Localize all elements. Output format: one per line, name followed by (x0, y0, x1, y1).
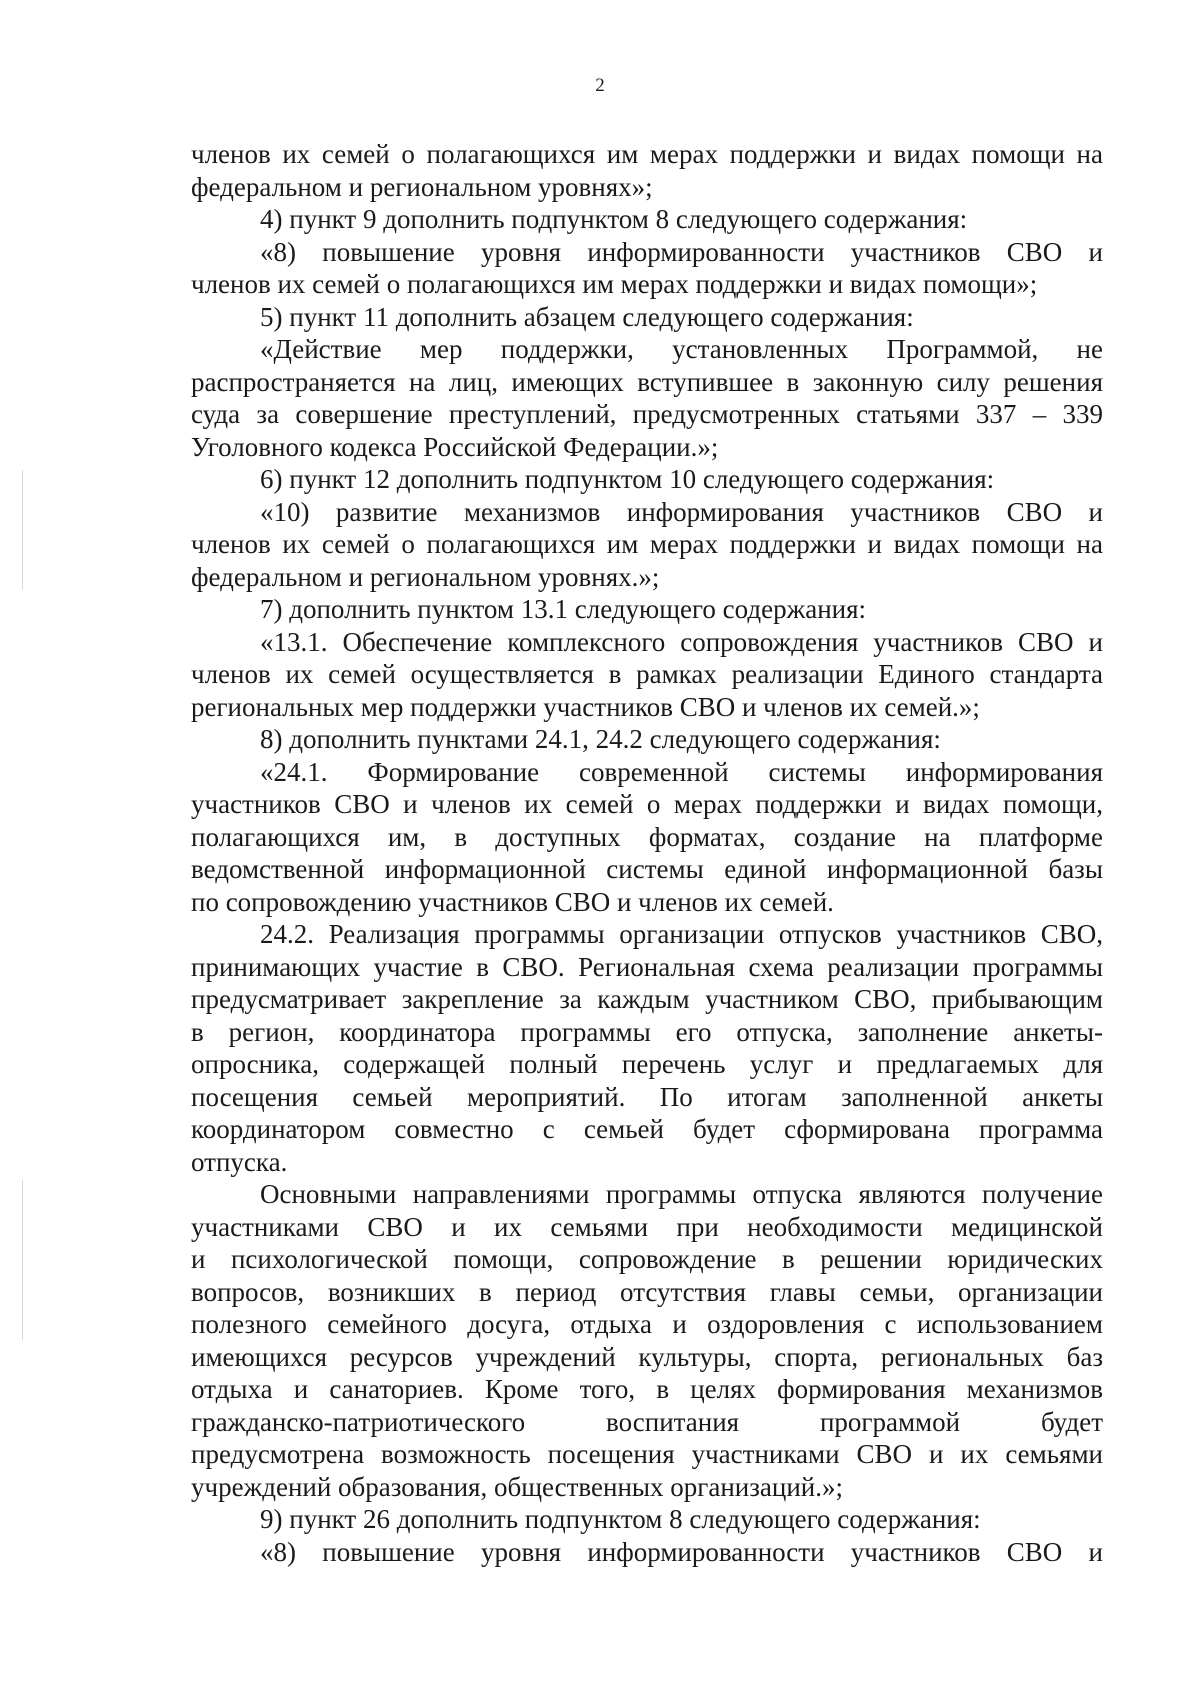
page-number: 2 (595, 75, 605, 96)
text-line: учреждений образования, общественных организаций.»; (191, 1471, 843, 1502)
text-line: координатором совместно с семьей будет сформирована программа (191, 1114, 1103, 1144)
text-line: гражданско-патриотического воспитания программой будет (191, 1406, 1103, 1437)
text-line: региональных мер поддержки участников СВО и членов их семей.»; (191, 691, 980, 722)
text-line: 24.2. Реализация программы организации отпусков участников СВО, (260, 919, 1103, 949)
text-line: полезного семейного досуга, отдыха и оздоровления с использованием (191, 1309, 1103, 1339)
text-line: вопросов, возникших в период отсутствия главы семьи, организации (191, 1276, 1103, 1307)
text-line: 6) пункт 12 дополнить подпунктом 10 следующего содержания: (260, 464, 995, 494)
text-line: предусмотрена возможность посещения участниками СВО и их семьями (191, 1439, 1103, 1469)
text-line: в регион, координатора программы его отпуска, заполнение анкеты- (191, 1016, 1103, 1047)
text-line: предусматривает закрепление за каждым участником СВО, прибывающим (191, 984, 1103, 1014)
document-body (191, 138, 1103, 1568)
text-line: участниками СВО и их семьями при необходимости медицинской (191, 1211, 1103, 1242)
text-line: и психологической помощи, сопровождение в решении юридических (191, 1244, 1103, 1274)
scan-edge-mark (22, 1180, 23, 1340)
text-line: принимающих участие в СВО. Региональная схема реализации программы (191, 951, 1103, 982)
text-line: членов их семей о полагающихся им мерах поддержки и видах помощи на (191, 529, 1103, 559)
text-line: Основными направлениями программы отпуска являются получение (260, 1179, 1103, 1209)
scan-edge-mark (22, 470, 23, 590)
text-line: по сопровождению участников СВО и членов их семей. (191, 886, 834, 917)
text-line: членов их семей осуществляется в рамках реализации Единого стандарта (191, 659, 1103, 689)
text-line: участников СВО и членов их семей о мерах поддержки и видах помощи, (191, 789, 1103, 819)
text-line: 8) дополнить пунктами 24.1, 24.2 следующего содержания: (260, 724, 941, 754)
text-line: 7) дополнить пунктом 13.1 следующего содержания: (260, 594, 867, 624)
text-line: распространяется на лиц, имеющих вступившее в законную силу решения (191, 366, 1103, 397)
text-line: отпуска. (191, 1146, 288, 1177)
text-line: имеющихся ресурсов учреждений культуры, спорта, региональных баз (191, 1341, 1103, 1372)
text-line: федеральном и региональном уровнях.»; (191, 561, 660, 592)
text-line: «8) повышение уровня информированности участников СВО и (260, 1536, 1103, 1567)
text-line: «8) повышение уровня информированности участников СВО и (260, 236, 1103, 267)
text-line: 4) пункт 9 дополнить подпунктом 8 следующего содержания: (260, 204, 968, 234)
text-line: посещения семьей мероприятий. По итогам заполненной анкеты (191, 1081, 1103, 1112)
text-line: отдыха и санаториев. Кроме того, в целях формирования механизмов (191, 1374, 1103, 1404)
text-line: «24.1. Формирование современной системы информирования (260, 756, 1103, 787)
text-line: ведомственной информационной системы единой информационной базы (191, 854, 1103, 884)
text-line: 9) пункт 26 дополнить подпунктом 8 следующего содержания: (260, 1504, 981, 1534)
text-line: Уголовного кодекса Российской Федерации.»; (191, 431, 719, 462)
text-line: членов их семей о полагающихся им мерах поддержки и видах помощи»; (191, 269, 1038, 299)
text-line: опросника, содержащей полный перечень услуг и предлагаемых для (191, 1049, 1103, 1079)
text-line: 5) пункт 11 дополнить абзацем следующего содержания: (260, 301, 914, 332)
text-line: полагающихся им, в доступных форматах, создание на платформе (191, 821, 1103, 852)
text-line: федеральном и региональном уровнях»; (191, 171, 653, 202)
text-line: членов их семей о полагающихся им мерах поддержки и видах помощи на (191, 139, 1103, 169)
text-line: суда за совершение преступлений, предусмотренных статьями 337 – 339 (191, 399, 1103, 429)
text-line: «Действие мер поддержки, установленных Программой, не (260, 334, 1103, 364)
text-line: «10) развитие механизмов информирования участников СВО и (260, 496, 1103, 527)
text-line: «13.1. Обеспечение комплексного сопровождения участников СВО и (260, 626, 1103, 657)
